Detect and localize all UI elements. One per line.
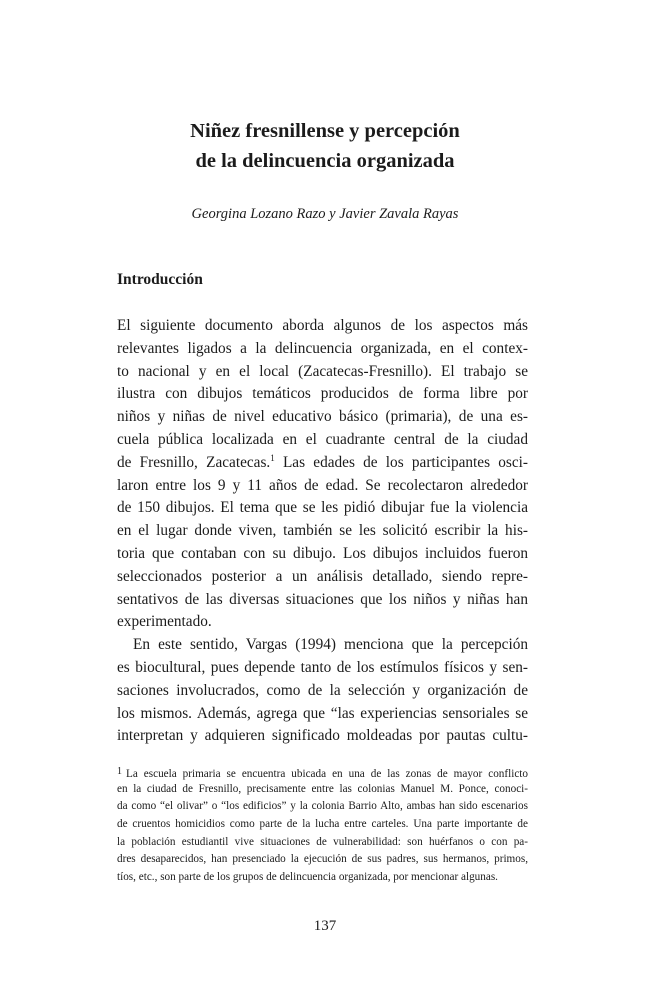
footnote <box>117 763 528 887</box>
footnote-number: 1 <box>117 766 122 777</box>
body-line: sentativos de las diversas situaciones que los niños y niñas han <box>117 590 528 608</box>
footnote-line: tíos, etc., son parte de los grupos de delincuencia organizada, por mencionar algunas. <box>117 871 498 884</box>
body-text <box>117 315 528 748</box>
footnote-reference: 1 <box>270 452 275 463</box>
body-line: En este sentido, Vargas (1994) menciona que la percepción <box>133 636 528 654</box>
page-number: 137 <box>313 918 337 934</box>
body-line: niños y niñas de nivel educativo básico (primaria), de una es- <box>117 408 528 426</box>
body-line: saciones involucrados, como de la selección y organización de <box>117 681 528 699</box>
footnote-line <box>117 763 528 781</box>
body-line: toria que contaban con su dibujo. Los dibujos incluidos fueron <box>117 544 528 562</box>
body-line: los mismos. Además, agrega que “las experiencias sensoriales se <box>117 704 528 722</box>
body-line-segment: Las edades de los participantes osci- <box>274 453 528 471</box>
body-line: seleccionados posterior a un análisis detallado, siendo repre- <box>117 567 528 585</box>
body-line: El siguiente documento aborda algunos de los aspectos más <box>117 317 528 334</box>
footnote-line: la población estudiantil vive situaciones de vulnerabilidad: son huérfanos o con pa- <box>117 835 528 848</box>
footnote-line: en la ciudad de Fresnillo, precisamente entre las colonias Manuel M. Ponce, conoci- <box>117 782 528 795</box>
footnote-line: da como “el olivar” o “los edificios” y la colonia Barrio Alto, ambas han sido escenarios <box>117 800 528 813</box>
footnote-line: de cruentos homicidios como parte de la lucha entre carteles. Una parte importante de <box>117 818 528 831</box>
chapter-title-line-2: de la delincuencia organizada <box>195 150 455 172</box>
chapter-title <box>0 116 650 176</box>
body-line: to nacional y en el local (Zacatecas-Fresnillo). El trabajo se <box>117 362 528 380</box>
authors: Georgina Lozano Razo y Javier Zavala Rayas <box>191 206 459 222</box>
body-line: de 150 dibujos. El tema que se les pidió dibujar fue la violencia <box>117 499 528 517</box>
body-line: experimentado. <box>117 613 212 631</box>
body-line: relevantes ligados a la delincuencia organizada, en el contex- <box>117 339 528 357</box>
body-line-segment: de Fresnillo, Zacatecas. <box>117 453 271 471</box>
footnote-text: La escuela primaria se encuentra ubicada en una de las zonas de mayor conflicto <box>126 768 528 780</box>
footnote-line: dres desaparecidos, han presenciado la ejecución de sus padres, sus hermanos, primos, <box>117 853 528 866</box>
body-line: laron entre los 9 y 11 años de edad. Se recolectaron alrededor <box>117 476 528 494</box>
body-line <box>117 452 528 475</box>
body-line: cuela pública localizada en el cuadrante central de la ciudad <box>117 430 528 448</box>
body-line: es biocultural, pues depende tanto de los estímulos físicos y sen- <box>117 658 528 676</box>
body-line: ilustra con dibujos temáticos producidos de forma libre por <box>117 385 528 403</box>
body-line: en el lugar donde viven, también se les solicitó escribir la his- <box>117 522 528 540</box>
chapter-title-line-1: Niñez fresnillense y percepción <box>190 120 460 142</box>
body-line: interpretan y adquieren significado moldeadas por pautas cultu- <box>117 727 528 745</box>
section-heading: Introducción <box>117 271 203 288</box>
